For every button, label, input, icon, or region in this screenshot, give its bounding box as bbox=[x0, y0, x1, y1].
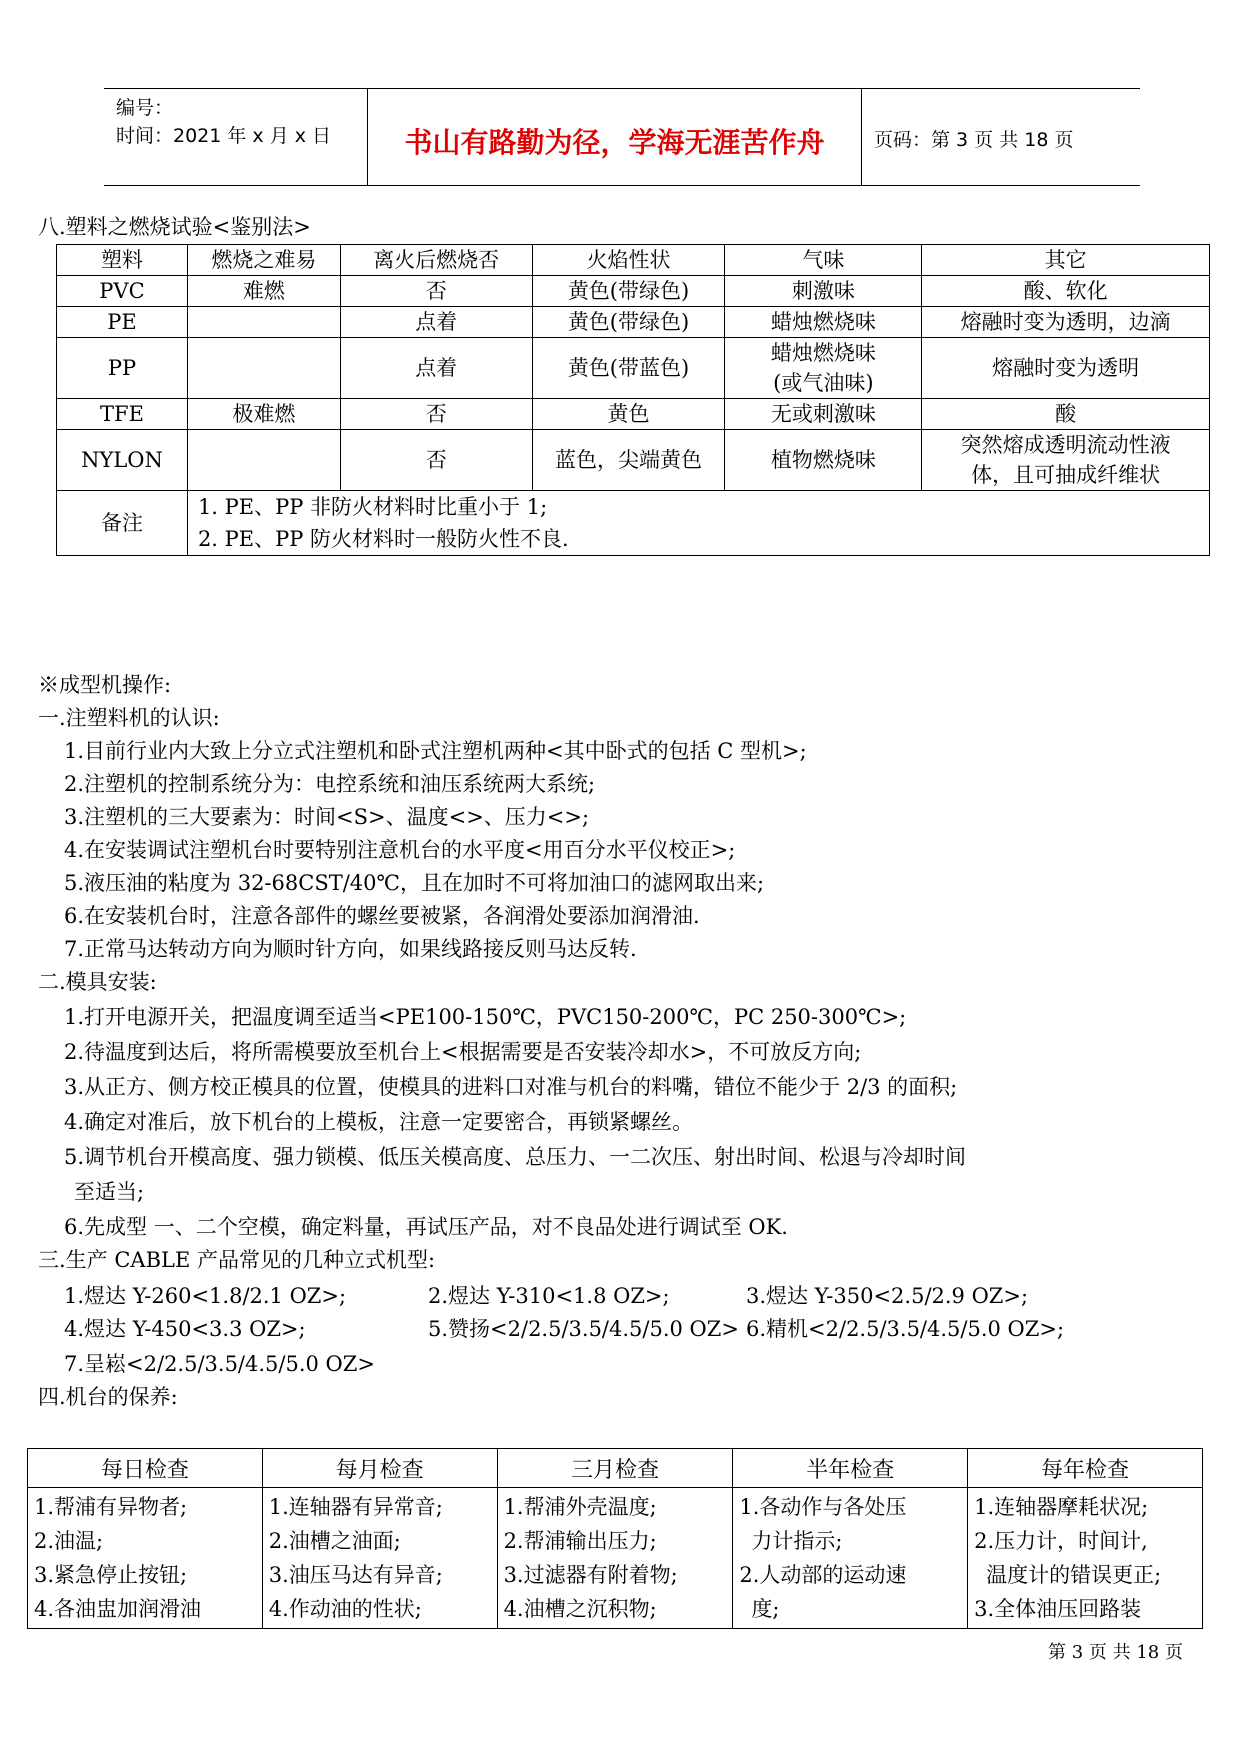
note-row bbox=[57, 491, 1210, 556]
time-label: 时间：2021 年 x 月 x 日 bbox=[116, 125, 332, 147]
table-row bbox=[57, 307, 1210, 338]
table-cell: 突然熔成透明流动性液 体，且可抽成纤维状 bbox=[922, 430, 1210, 491]
table-row bbox=[57, 430, 1210, 491]
machine-model: 7.呈崧<2/2.5/3.5/4.5/5.0 OZ> bbox=[64, 1352, 375, 1376]
table-row bbox=[57, 338, 1210, 399]
header-cell: 离火后燃烧否 bbox=[340, 245, 532, 276]
table-cell bbox=[187, 307, 340, 338]
table-cell: 熔融时变为透明，边滴 bbox=[922, 307, 1210, 338]
maint-header-cell: 每日检查 bbox=[28, 1449, 263, 1488]
table-cell: 点着 bbox=[340, 338, 532, 399]
table-cell: 难燃 bbox=[187, 276, 340, 307]
table-cell: 蜡烛燃烧味 (或气油味) bbox=[725, 338, 922, 399]
table-cell: PE bbox=[57, 307, 188, 338]
page-footer: 第 3 页 共 18 页 bbox=[1048, 1642, 1183, 1663]
maint-item: 2.油槽之油面; bbox=[268, 1529, 401, 1553]
burn-test-table bbox=[56, 244, 1210, 556]
maint-cell bbox=[28, 1488, 263, 1629]
maint-item: 温度计的错误更正; bbox=[986, 1563, 1162, 1587]
maint-item: 度; bbox=[751, 1597, 780, 1621]
maint-header-cell: 三月检查 bbox=[497, 1449, 733, 1488]
maint-item: 1.帮浦外壳温度; bbox=[503, 1495, 657, 1519]
table-cell: 酸、软化 bbox=[922, 276, 1210, 307]
table-cell bbox=[187, 338, 340, 399]
table-row bbox=[57, 276, 1210, 307]
header-cell: 其它 bbox=[922, 245, 1210, 276]
sec2-title: 二.模具安装: bbox=[38, 970, 157, 994]
table-row bbox=[57, 399, 1210, 430]
maint-item: 4.各油盅加润滑油 bbox=[34, 1597, 202, 1621]
maint-item: 力计指示; bbox=[751, 1529, 843, 1553]
table-cell: 无或刺激味 bbox=[725, 399, 922, 430]
list-item: 3.从正方、侧方校正模具的位置，使模具的进料口对准与机台的料嘴，错位不能少于 2/3 的面积; bbox=[64, 1075, 958, 1099]
table-cell: 蓝色，尖端黄色 bbox=[532, 430, 725, 491]
maint-item: 2.油温; bbox=[34, 1529, 104, 1553]
table-cell: 黄色(带蓝色) bbox=[532, 338, 725, 399]
table-cell: 酸 bbox=[922, 399, 1210, 430]
machine-model: 6.精机<2/2.5/3.5/4.5/5.0 OZ>; bbox=[746, 1317, 1065, 1341]
machine-model: 5.赞扬<2/2.5/3.5/4.5/5.0 OZ> bbox=[428, 1317, 739, 1341]
page-header bbox=[104, 88, 1140, 186]
machine-model: 3.煜达 Y-350<2.5/2.9 OZ>; bbox=[746, 1284, 1029, 1308]
maint-item: 1.帮浦有异物者; bbox=[34, 1495, 188, 1519]
header-cell: 塑料 bbox=[57, 245, 188, 276]
list-item: 6.先成型 一、二个空模，确定料量，再试压产品，对不良品处进行调试至 OK. bbox=[64, 1215, 788, 1239]
maint-item: 2.帮浦输出压力; bbox=[503, 1529, 657, 1553]
sec4-title: 四.机台的保养: bbox=[38, 1385, 178, 1409]
maint-item: 2.人动部的运动速 bbox=[739, 1563, 907, 1587]
table-cell: 否 bbox=[340, 399, 532, 430]
maint-item: 1.连轴器有异常音; bbox=[268, 1495, 443, 1519]
header-cell: 气味 bbox=[725, 245, 922, 276]
table-cell: 极难燃 bbox=[187, 399, 340, 430]
list-item: 1.目前行业内大致上分立式注塑机和卧式注塑机两种<其中卧式的包括 C 型机>; bbox=[64, 739, 807, 763]
list-item: 1.打开电源开关，把温度调至适当<PE100-150℃，PVC150-200℃，PC 250-300℃>; bbox=[64, 1005, 907, 1029]
list-item: 5.液压油的粘度为 32-68CST/40℃，且在加时不可将加油口的滤网取出来; bbox=[64, 871, 765, 895]
table-cell: PVC bbox=[57, 276, 188, 307]
note-line: 1. PE、PP 非防火材料时比重小于 1; bbox=[197, 495, 548, 519]
table-cell bbox=[187, 430, 340, 491]
maint-item: 1.各动作与各处压 bbox=[739, 1495, 907, 1519]
list-item: 6.在安装机台时，注意各部件的螺丝要被紧，各润滑处要添加润滑油. bbox=[64, 904, 700, 928]
list-item: 4.在安装调试注塑机台时要特别注意机台的水平度<用百分水平仪校正>; bbox=[64, 838, 736, 862]
header-motto-cell bbox=[368, 89, 862, 185]
motto: 书山有路勤为径，学海无涯苦作舟 bbox=[404, 126, 825, 159]
section8-title: 八.塑料之燃烧试验<鉴别法> bbox=[38, 215, 311, 239]
page-label: 页码：第 3 页 共 18 页 bbox=[874, 129, 1074, 151]
maint-item: 3.过滤器有附着物; bbox=[503, 1563, 678, 1587]
list-item: 4.确定对准后，放下机台的上模板，注意一定要密合，再锁紧螺丝。 bbox=[64, 1110, 694, 1134]
code-label: 编号： bbox=[116, 97, 174, 119]
maint-cell bbox=[733, 1488, 968, 1629]
maint-item: 3.全体油压回路装 bbox=[974, 1597, 1142, 1621]
maint-item: 2.压力计，时间计, bbox=[974, 1529, 1148, 1553]
sec3-title: 三.生产 CABLE 产品常见的几种立式机型: bbox=[38, 1248, 436, 1272]
table-cell: 点着 bbox=[340, 307, 532, 338]
note-content bbox=[187, 491, 1209, 556]
list-item: 5.调节机台开模高度、强力锁模、低压关模高度、总压力、一二次压、射出时间、松退与冷却时间 bbox=[64, 1145, 967, 1169]
list-item: 2.待温度到达后，将所需模要放至机台上<根据需要是否安装冷却水>，不可放反方向; bbox=[64, 1040, 862, 1064]
table-cell: 否 bbox=[340, 430, 532, 491]
machine-model: 4.煜达 Y-450<3.3 OZ>; bbox=[64, 1317, 306, 1341]
maint-cell bbox=[968, 1488, 1203, 1629]
table-header-row bbox=[57, 245, 1210, 276]
maint-header-cell: 每年检查 bbox=[968, 1449, 1203, 1488]
machine-model: 2.煜达 Y-310<1.8 OZ>; bbox=[428, 1284, 670, 1308]
maint-header-cell: 每月检查 bbox=[262, 1449, 497, 1488]
table-cell: PP bbox=[57, 338, 188, 399]
header-info-cell bbox=[104, 89, 368, 185]
maint-cell bbox=[262, 1488, 497, 1629]
maint-item: 3.紧急停止按钮; bbox=[34, 1563, 188, 1587]
header-page-cell bbox=[862, 89, 1140, 185]
list-item: 2.注塑机的控制系统分为：电控系统和油压系统两大系统; bbox=[64, 772, 596, 796]
maint-item: 4.作动油的性状; bbox=[268, 1597, 422, 1621]
table-cell: 黄色 bbox=[532, 399, 725, 430]
list-item: 3.注塑机的三大要素为：时间<S>、温度<>、压力<>; bbox=[64, 805, 590, 829]
maint-item: 1.连轴器摩耗状况; bbox=[974, 1495, 1149, 1519]
table-cell: 黄色(带绿色) bbox=[532, 276, 725, 307]
table-cell: 蜡烛燃烧味 bbox=[725, 307, 922, 338]
maint-header-cell: 半年检查 bbox=[733, 1449, 968, 1488]
machine-model: 1.煜达 Y-260<1.8/2.1 OZ>; bbox=[64, 1284, 347, 1308]
table-cell: 植物燃烧味 bbox=[725, 430, 922, 491]
table-cell: TFE bbox=[57, 399, 188, 430]
table-cell: 熔融时变为透明 bbox=[922, 338, 1210, 399]
maintenance-table bbox=[27, 1448, 1203, 1629]
table-cell: 否 bbox=[340, 276, 532, 307]
note-line: 2. PE、PP 防火材料时一般防火性不良. bbox=[197, 527, 569, 551]
ops-title: ※成型机操作: bbox=[38, 673, 172, 697]
note-label: 备注 bbox=[57, 491, 188, 556]
maint-item: 4.油槽之沉积物; bbox=[503, 1597, 657, 1621]
table-cell: 刺激味 bbox=[725, 276, 922, 307]
table-cell: 黄色(带绿色) bbox=[532, 307, 725, 338]
maint-cell bbox=[497, 1488, 733, 1629]
maint-item: 3.油压马达有异音; bbox=[268, 1563, 443, 1587]
header-cell: 火焰性状 bbox=[532, 245, 725, 276]
table-cell: NYLON bbox=[57, 430, 188, 491]
list-item-continuation: 至适当; bbox=[74, 1180, 145, 1204]
header-cell: 燃烧之难易 bbox=[187, 245, 340, 276]
sec1-title: 一.注塑料机的认识: bbox=[38, 706, 220, 730]
list-item: 7.正常马达转动方向为顺时针方向，如果线路接反则马达反转. bbox=[64, 937, 637, 961]
